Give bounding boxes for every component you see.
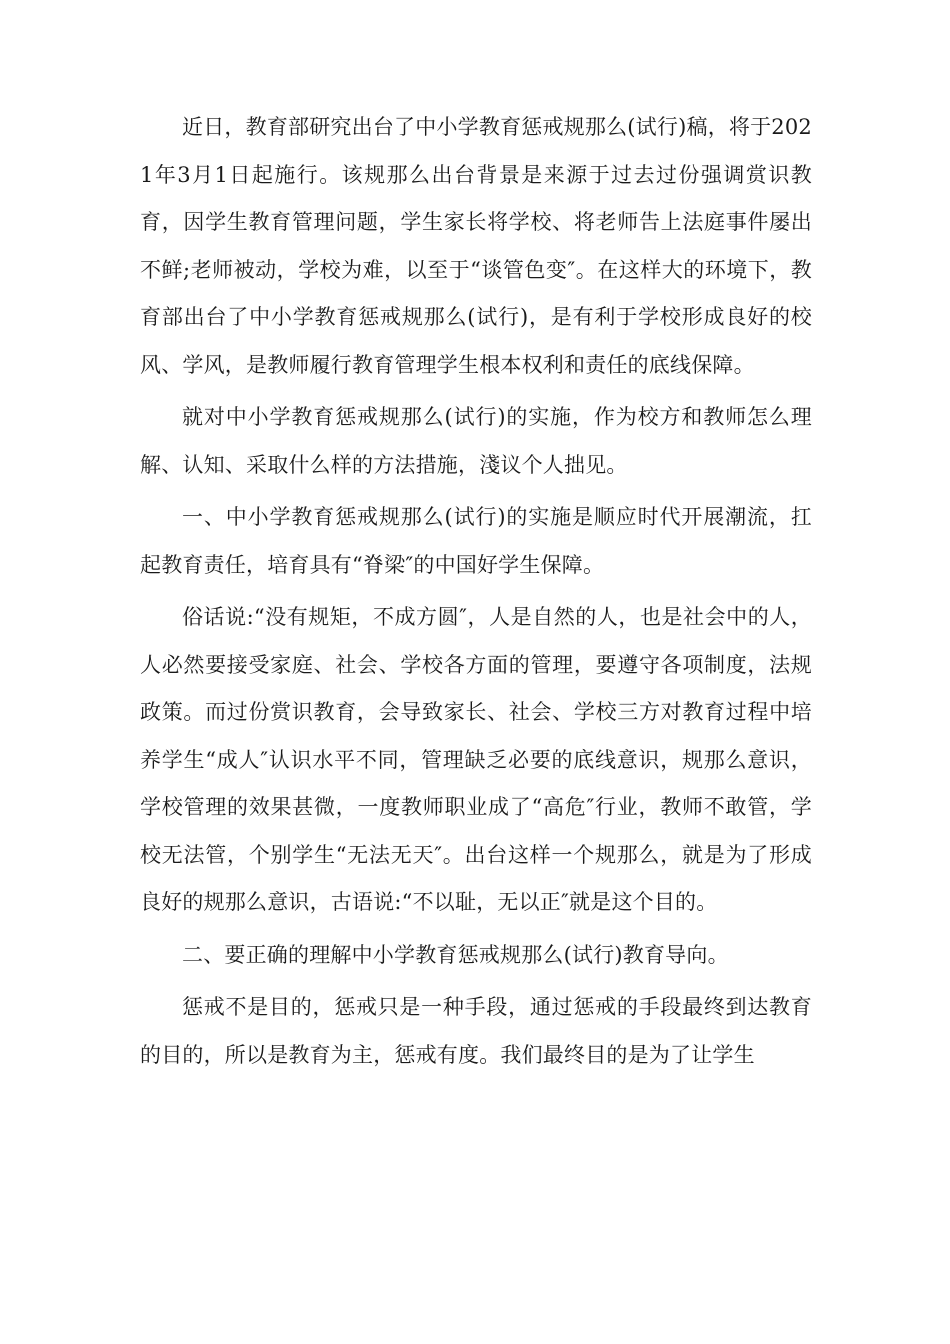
paragraph-section-one-body: 俗话说:“没有规矩，不成方圆″，人是自然的人，也是社会中的人，人必然要接受家庭、社会、学校各方面的管理，要遵守各项制度，法规政策。而过份赏识教育，会导致家长、社会、学校三方对教育过程中培养学生“成人″认识水平不同，管理缺乏必要的底线意识，规那么意识，学校管理的效果甚微，一度教师职业成了“高危″行业，教师不敢管，学校无法管，个别学生“无法无天″。出台这样一个规那么，就是为了形成良好的规那么意识，古语说:“不以耻，无以正″就是这个目的。 bbox=[140, 605, 812, 914]
paragraph-section-one-heading: 一、中小学教育惩戒规那么(试行)的实施是顺应时代开展潮流，扛起教育责任，培育具有“脊梁″的中国好学生保障。 bbox=[140, 505, 812, 577]
document-body bbox=[140, 104, 812, 1084]
paragraph-opinion: 就对中小学教育惩戒规那么(试行)的实施，作为校方和教师怎么理解、认知、采取什么样的方法措施，淺议个人拙见。 bbox=[140, 405, 812, 477]
paragraph-section-two-body: 惩戒不是目的，惩戒只是一种手段，通过惩戒的手段最终到达教育的目的，所以是教育为主，惩戒有度。我们最终目的是为了让学生 bbox=[140, 995, 812, 1067]
paragraph-section-two-heading: 二、要正确的理解中小学教育惩戒规那么(试行)教育导向。 bbox=[182, 942, 729, 967]
paragraph-intro: 近日，教育部研究出台了中小学教育惩戒规那么(试行)稿，将于2021年3月1日起施行。该规那么出台背景是来源于过去过份强调赏识教育，因学生教育管理问题，学生家长将学校、将老师告上法庭事件屡出不鲜;老师被动，学校为难，以至于“谈管色变″。在这样大的环境下，教育部出台了中小学教育惩戒规那么(试行)，是有利于学校形成良好的校风、学风，是教师履行教育管理学生根本权利和责任的底线保障。 bbox=[140, 115, 812, 377]
